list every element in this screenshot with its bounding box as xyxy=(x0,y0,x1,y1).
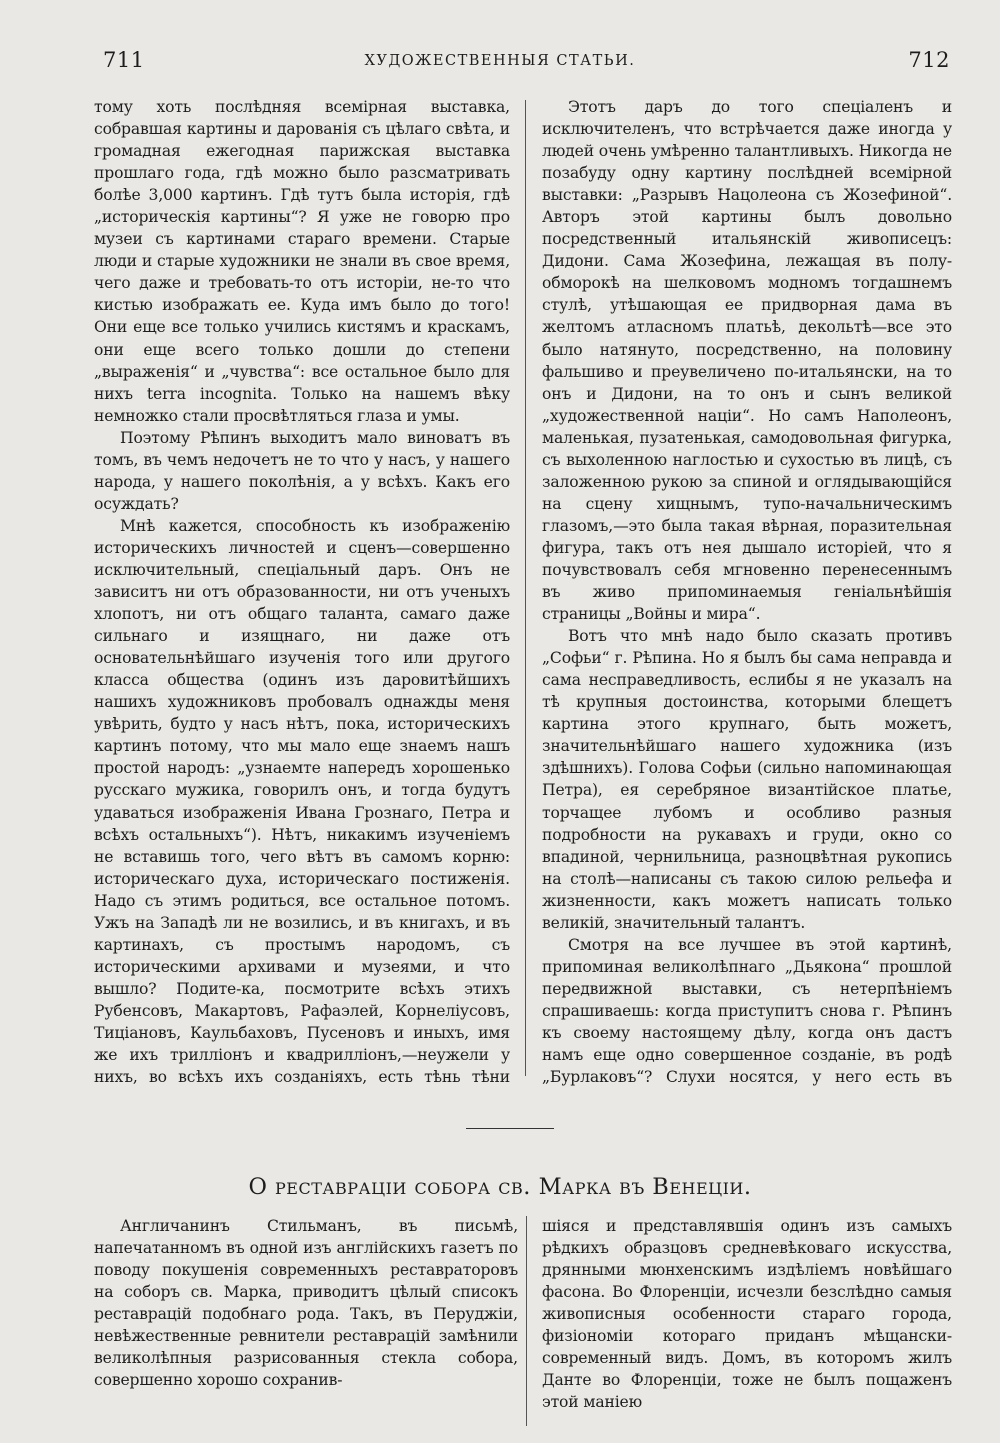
paragraph: Англичанинъ Стильманъ, въ письмѣ, напечатанномъ въ одной изъ англiйскихъ газетъ по поводу покушенiя современныхъ реставраторовъ на соборъ св. Марка, приводитъ цѣлый списокъ реставрацiй подобнаго рода. Такъ, въ Перуджiи, невѣжественные ревнители реставрацiй замѣнили великолѣпныя разрисованныя стекла собора, совершенно хорошо сохранив- xyxy=(94,1217,518,1390)
text-column-bottom-left xyxy=(94,1215,518,1427)
paragraph: Смотря на все лучшее въ этой картинѣ, припоминая великолѣпнаго „Дьякона“ прошлой передвижной выставки, съ нетерпѣнiемъ спрашиваешь: когда приступитъ снова г. Рѣпинъ къ своему настоящему дѣлу, когда онъ дастъ намъ еще одно совершенное созданiе, въ родѣ „Бурлаковъ“? Слухи носятся, у него есть въ xyxy=(542,935,952,1086)
article-title-part2: Марка въ Венеціи xyxy=(538,1174,744,1200)
page-number-left: 711 xyxy=(103,48,145,72)
paragraph: шiяся и представлявшiя одинъ изъ самыхъ рѣдкихъ образцовъ средневѣковаго искусства, дрянными мюнхенскимъ издѣлiемъ новѣйшаго фасона. Во Флоренцiи, исчезли безслѣдно самыя живописныя особенности стараго города, физiономiи котораго приданъ мѣщански-современный видъ. Домъ, въ которомъ жилъ Данте во Флоренцiи, тоже не былъ пощаженъ этой манiею xyxy=(542,1217,952,1412)
section-separator-rule xyxy=(466,1128,554,1129)
section-title: ХУДОЖЕСТВЕННЫЯ СТАТЬИ. xyxy=(364,53,636,69)
paragraph: тому хоть послѣдняя всемiрная выставка, собравшая картины и дарованiя съ цѣлаго свѣта, и громадная ежегодная парижская выставка прошлаго года, гдѣ можно было разсматривать болѣе 3,000 картинъ. Гдѣ тутъ была исторiя, гдѣ „историческiя картины“? Я уже не говорю про музеи съ картинами стараго времени. Старые люди и старые художники не знали въ свое время, чего даже и требовать-то отъ исторiи, не-то что кистью изображать ее. Куда имъ было до того! Они еще все только учились кистямъ и краскамъ, они еще всего только дошли до степени „выраженiя“ и „чувства“: все остальное было для нихъ terra incognita. Только на нашемъ вѣку немножко стали просвѣтляться глаза и умы. xyxy=(94,98,510,425)
paragraph: Поэтому Рѣпинъ выходитъ мало виноватъ въ томъ, въ чемъ недочетъ не то что у насъ, у нашего народа, у нашего поколѣнiя, а у всѣхъ. Какъ его осуждать? xyxy=(94,428,510,513)
paragraph: Мнѣ кажется, способность къ изображенiю историческихъ личностей и сценъ—совершенно исключительный, спецiальный даръ. Онъ не зависитъ ни отъ образованности, ни отъ ученыхъ хлопотъ, ни отъ общаго таланта, самаго даже сильнаго и изящнаго, ни даже отъ основательнѣйшаго изученiя того или другого класса общества (одинъ изъ даровитѣйшихъ нашихъ художниковъ пробовалъ однажды меня увѣрить, будто у насъ нѣтъ, пока, историческихъ картинъ потому, что мы мало еще знаемъ нашъ простой народъ: „узнаемте напередъ хорошенько русскаго мужика, говорилъ онъ, и тогда будутъ удаваться изображенiя Ивана Грознаго, Петра и всѣхъ остальныхъ“). Нѣтъ, никакимъ изученiемъ не вставишь того, чего вѣтъ въ самомъ корню: историческаго духа, историческаго постиженiя. Надо съ этимъ родиться, все остальное потомъ. Ужъ на Западѣ ли не возились, и въ книгахъ, и въ картинахъ, съ простымъ народомъ, съ историческими архивами и музеями, и что вышло? Подите-ка, посмотрите всѣхъ этихъ Рубенсовъ, Макартовъ, Рафаэлей, Корнелiусовъ, Тицiановъ, Каульбаховъ, Пусеновъ и иныхъ, имя же ихъ триллiонъ и квадриллiонъ,—неужели у нихъ, во всѣхъ ихъ созданiяхъ, есть тѣнь тѣни xyxy=(94,516,510,1086)
article-title xyxy=(0,1174,1000,1200)
text-column-top-right xyxy=(542,96,952,1086)
column-divider xyxy=(525,100,526,1076)
text-column-bottom-right xyxy=(542,1215,952,1427)
running-header xyxy=(0,48,1000,78)
paragraph: Вотъ что мнѣ надо было сказать противъ „Софьи“ г. Рѣпина. Но я былъ бы сама неправда и сама несправедливость, еслибы я не указалъ на тѣ крупныя достоинства, которыми блещетъ картина этого крупнаго, быть можетъ, значительнѣйшаго нашего художника (изъ здѣшнихъ). Голова Софьи (сильно напоминающая Петра), ея серебряное византiйское платье, торчащее лубомъ и особливо разныя подробности на рукавахъ и груди, окно со впадиной, чернильница, разноцвѣтная рукопись на столѣ—написаны съ такою силою рельефа и жизненности, какъ можетъ написать только великiй, значительный талантъ. xyxy=(542,627,952,932)
article-title-part1: О реставраціи собора св. xyxy=(248,1174,539,1200)
column-divider xyxy=(526,1216,527,1426)
text-column-top-left xyxy=(94,96,510,1086)
article-title-end: . xyxy=(743,1174,752,1200)
paragraph: Этотъ даръ до того спецiаленъ и исключителенъ, что встрѣчается даже иногда у людей очень умѣренно талантливыхъ. Никогда не позабуду одну картину послѣдней всемiрной выставки: „Разрывъ Нацолеона съ Жозефиной“. Авторъ этой картины былъ довольно посредственный итальянскiй живописецъ: Дидони. Сама Жозефина, лежащая въ полу-обморокѣ на шелковомъ модномъ тогдашнемъ стулѣ, утѣшающая ее придворная дама въ желтомъ атласномъ платьѣ, декольтѣ—все это было натянуто, посредственно, на половину фальшиво и преувеличено по-итальянски, на то онъ и Дидони, на то онъ и сынъ великой „художественной нацiи“. Но самъ Наполеонъ, маленькая, пузатенькая, самодовольная фигурка, съ выхоленною наглостью и сухостью въ лицѣ, съ заложенною рукою за спиной и оглядывающiйся на сцену хищнымъ, тупо-начальническимъ глазомъ,—это была такая вѣрная, поразительная фигура, такъ отъ нея дышало исторiей, что я почувствовалъ себя мгновенно перенесеннымъ въ живо припоминаемыя генiальнѣйшiя страницы „Войны и мира“. xyxy=(542,98,952,624)
page-number-right: 712 xyxy=(908,48,950,72)
